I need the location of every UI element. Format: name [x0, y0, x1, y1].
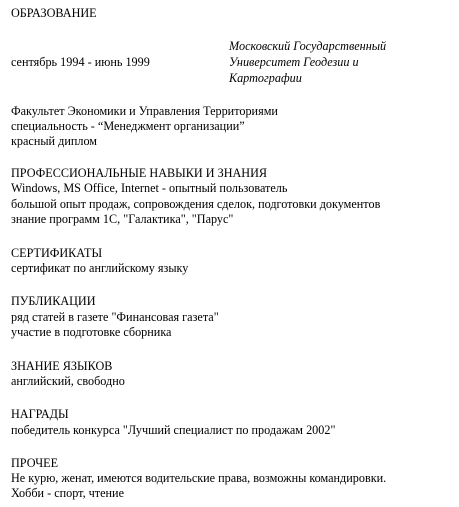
diploma-line: красный диплом: [11, 134, 98, 148]
institution-line-2: Университет Геодезии и: [229, 55, 359, 69]
awards-heading: НАГРАДЫ: [11, 407, 69, 421]
education-period: сентябрь 1994 - июнь 1999: [11, 55, 150, 69]
specialty-line: специальность - “Менеджмент организации”: [11, 119, 245, 133]
faculty-line: Факультет Экономики и Управления Территориями: [11, 104, 278, 118]
other-line-2: Хобби - спорт, чтение: [11, 486, 124, 500]
publications-line-1: ряд статей в газете "Финансовая газета": [11, 310, 219, 324]
publications-heading: ПУБЛИКАЦИИ: [11, 294, 96, 308]
education-heading: ОБРАЗОВАНИЕ: [11, 6, 97, 20]
skills-line-1: Windows, MS Office, Internet - опытный пользователь: [11, 181, 288, 195]
certificates-line-1: сертификат по английскому языку: [11, 261, 189, 275]
publications-line-2: участие в подготовке сборника: [11, 325, 172, 339]
skills-heading: ПРОФЕССИОНАЛЬНЫЕ НАВЫКИ И ЗНАНИЯ: [11, 166, 268, 180]
other-line-1: Не курю, женат, имеются водительские права, возможны командировки.: [11, 471, 387, 485]
languages-line-1: английский, свободно: [11, 374, 125, 388]
institution-line-3: Картографии: [229, 71, 302, 85]
other-heading: ПРОЧЕЕ: [11, 456, 59, 470]
languages-heading: ЗНАНИЕ ЯЗЫКОВ: [11, 359, 113, 373]
institution-line-1: Московский Государственный: [229, 39, 387, 53]
certificates-heading: СЕРТИФИКАТЫ: [11, 246, 103, 260]
skills-line-2: большой опыт продаж, сопровождения сделок, подготовки документов: [11, 197, 381, 211]
skills-line-3: знание программ 1С, "Галактика", "Парус": [11, 212, 234, 226]
awards-line-1: победитель конкурса "Лучший специалист по продажам 2002": [11, 423, 336, 437]
